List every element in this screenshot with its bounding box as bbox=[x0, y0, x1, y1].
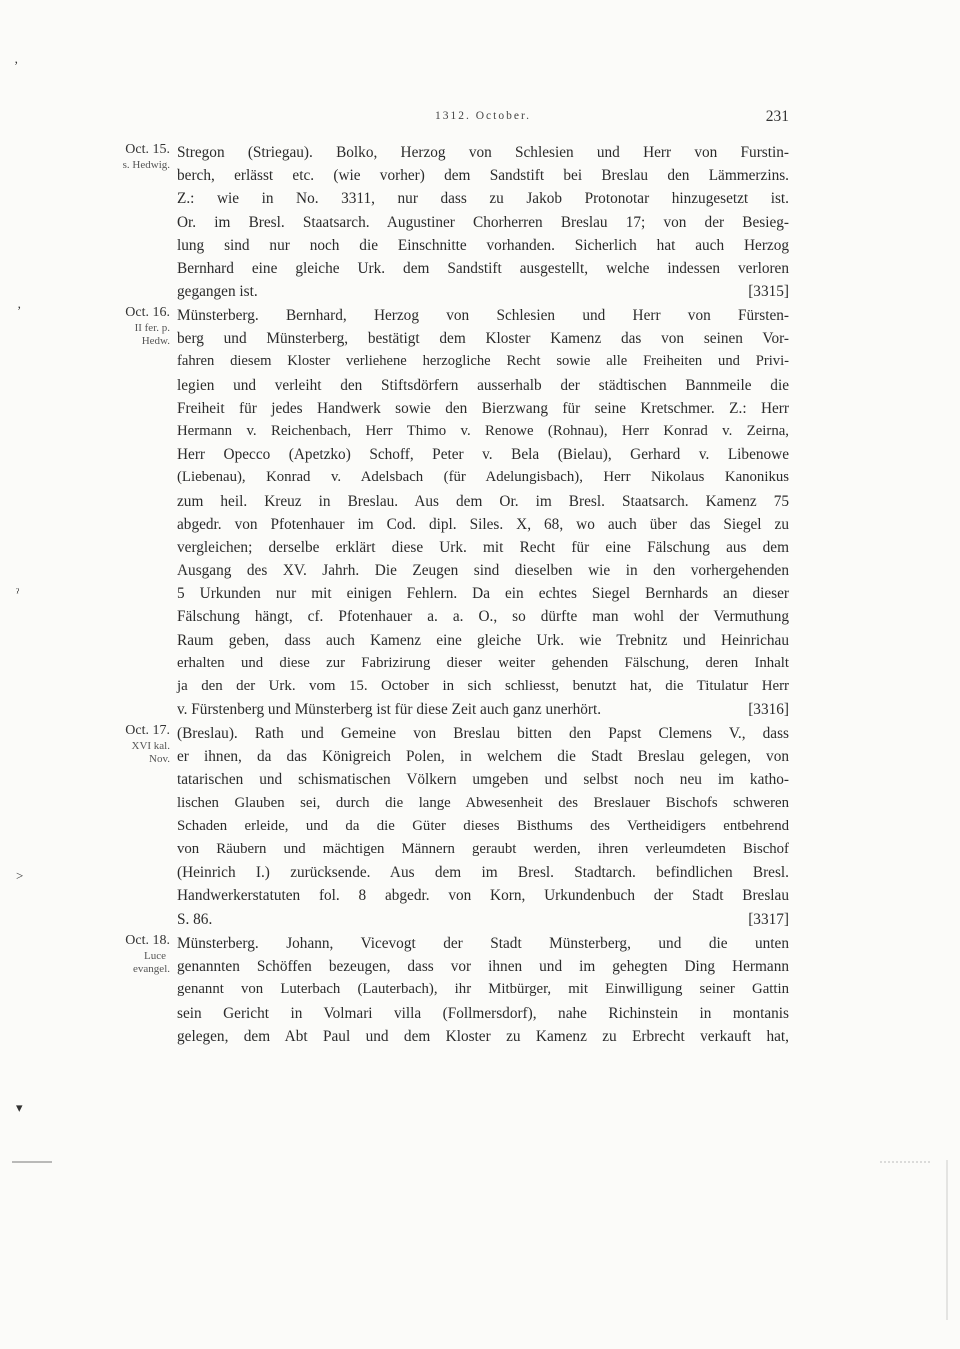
text-line: gelegen, dem Abt Paul und dem Kloster zu Kamenz zu Erbrecht verkauft hat, bbox=[177, 1027, 789, 1045]
document-number: [3316] bbox=[748, 701, 789, 719]
entry-feast: Luce bbox=[144, 950, 166, 962]
text-line: fahren diesem Kloster verliehene herzogliche Recht sowie alle Freiheiten und Privi- bbox=[177, 353, 789, 370]
text-line: Raum geben, dass auch Kamenz eine gleiche Urk. wie Trebnitz und Heinrichau bbox=[177, 631, 789, 649]
text-line: er ihnen, da das Königreich Polen, in welchem die Stadt Breslau gelegen, von bbox=[177, 748, 789, 766]
page-header bbox=[177, 108, 789, 132]
text-line: genannten Schöffen bezeugen, dass vor ihnen und im gehegten Ding Hermann bbox=[177, 958, 789, 976]
entry-feast: II fer. p. bbox=[134, 322, 170, 334]
text-line: Münsterberg. Johann, Vicevogt der Stadt Münsterberg, und die unten bbox=[177, 935, 789, 952]
entry-text bbox=[177, 932, 789, 1048]
entry-feast: evangel. bbox=[133, 963, 170, 975]
entry-feast: XVI kal. bbox=[131, 740, 170, 752]
text-line: erhalten und diese zur Fabrizirung dieser weiter gehenden Fälschung, deren Inhalt bbox=[177, 654, 789, 671]
text-line: genannt von Luterbach (Lauterbach), ihr Mitbürger, mit Einwilligung seiner Gattin bbox=[177, 981, 789, 998]
text-line: (Breslau). Rath und Gemeine von Breslau bitten den Papst Clemens V., dass bbox=[177, 725, 789, 742]
entry-date-block bbox=[110, 141, 170, 172]
text-line-content: S. 86. bbox=[177, 910, 213, 928]
text-line: Freiheit für jedes Handwerk sowie den Bierzwang für seine Kretschmer. Z.: Herr bbox=[177, 399, 789, 417]
margin-tick-mark: ▾ bbox=[16, 1100, 23, 1115]
text-line: tatarischen und schismatischen Völkern umgeben und selbst noch neu im katho- bbox=[177, 771, 789, 789]
entry-date: Oct. 16. bbox=[125, 305, 170, 320]
margin-tick-mark: ’ bbox=[17, 303, 22, 318]
document-number: [3317] bbox=[748, 910, 789, 928]
entry-date: Oct. 15. bbox=[125, 142, 170, 157]
entry-date-block bbox=[110, 932, 170, 976]
text-line-last bbox=[177, 280, 789, 303]
entry-feast: s. Hedwig. bbox=[122, 159, 170, 171]
entry-text bbox=[177, 304, 789, 721]
text-line-content: gegangen ist. bbox=[177, 283, 258, 301]
text-line: lischen Glauben sei, durch die lange Abwesenheit des Breslauer Bischofs schweren bbox=[177, 794, 789, 811]
text-line: Hermann v. Reichenbach, Herr Thimo v. Renowe (Rohnau), Herr Konrad v. Zeirna, bbox=[177, 422, 789, 439]
entry-date-block bbox=[110, 722, 170, 766]
text-line: von Räubern und mächtigen Männern geraubt werden, ihren verleumdeten Bischof bbox=[177, 840, 789, 857]
margin-tick-mark: > bbox=[16, 868, 24, 883]
text-line: Z.: wie in No. 3311, nur dass zu Jakob Protonotar hinzugesetzt ist. bbox=[177, 190, 789, 208]
margin-tick-mark: ˀ bbox=[16, 585, 20, 600]
text-line: Fälschung hängt, cf. Pfotenhauer a. a. O., so dürfte man wohl der Vermuthung bbox=[177, 608, 789, 626]
entry-feast: Nov. bbox=[149, 753, 170, 765]
text-line: sein Gericht in Volmari villa (Follmersdorf), nahe Richinstein in montanis bbox=[177, 1004, 789, 1022]
text-line: Ausgang des XV. Jahrh. Die Zeugen sind dieselben wie in den vorhergehenden bbox=[177, 562, 789, 580]
text-line-content: v. Fürstenberg und Münsterberg ist für diese Zeit auch ganz unerhört. bbox=[177, 701, 602, 719]
text-line: lung sind nur noch die Einschnitte vorhanden. Sicherlich hat auch Herzog bbox=[177, 236, 789, 254]
scan-edge-line bbox=[12, 1160, 52, 1164]
entry-date-block bbox=[110, 304, 170, 348]
text-line: abgedr. von Pfotenhauer im Cod. dipl. Siles. X, 68, wo auch über das Siegel zu bbox=[177, 515, 789, 533]
document-number: [3315] bbox=[748, 283, 789, 301]
running-head: 1312. October. bbox=[434, 110, 532, 122]
entry-date: Oct. 18. bbox=[125, 933, 170, 948]
page-number: 231 bbox=[765, 108, 789, 125]
scan-edge-line bbox=[945, 1160, 949, 1320]
margin-tick-mark: ’ bbox=[14, 58, 19, 73]
text-line: berch, erlässt etc. (wie vorher) dem Sandstift bei Breslau den Lämmerzins. bbox=[177, 167, 789, 185]
text-line: Handwerkerstatuten fol. 8 abgedr. von Korn, Urkundenbuch der Stadt Breslau bbox=[177, 887, 789, 905]
text-line: berg und Münsterberg, bestätigt dem Kloster Kamenz das von seinen Vor- bbox=[177, 330, 789, 348]
text-line-last bbox=[177, 908, 789, 931]
entry-text bbox=[177, 722, 789, 931]
text-line: Münsterberg. Bernhard, Herzog von Schlesien und Herr von Fürsten- bbox=[177, 307, 789, 324]
text-line: 5 Urkunden nur mit einigen Fehlern. Da ein echtes Siegel Bernhards an dieser bbox=[177, 585, 789, 603]
scan-edge-line bbox=[880, 1160, 930, 1164]
text-line: Herr Opecco (Apetzko) Schoff, Peter v. Bela (Bielau), Gerhard v. Libenowe bbox=[177, 446, 789, 464]
text-line: legien und verleiht den Stiftsdörfern ausserhalb der städtischen Bannmeile die bbox=[177, 376, 789, 394]
text-line: Bernhard eine gleiche Urk. dem Sandstift ausgestellt, welche indessen verloren bbox=[177, 259, 789, 277]
text-line: ja den der Urk. vom 15. October in sich schliesst, benutzt hat, die Titulatur Herr bbox=[177, 678, 789, 694]
text-line: zum heil. Kreuz in Breslau. Aus dem Or. im Bresl. Staatsarch. Kamenz 75 bbox=[177, 492, 789, 510]
entry-feast: Hedw. bbox=[141, 335, 170, 347]
text-line: (Liebenau), Konrad v. Adelsbach (für Adelungisbach), Herr Nikolaus Kanonikus bbox=[177, 469, 789, 486]
text-line: Or. im Bresl. Staatsarch. Augustiner Chorherren Breslau 17; von der Besieg- bbox=[177, 213, 789, 231]
text-line: Schaden erleide, und da die Güter dieses Bisthums des Vertheidigers entbehrend bbox=[177, 817, 789, 834]
entry-date: Oct. 17. bbox=[125, 723, 170, 738]
text-line: vergleichen; derselbe erklärt diese Urk. mit Recht für eine Fälschung aus dem bbox=[177, 538, 789, 556]
entry-text bbox=[177, 141, 789, 303]
text-line: (Heinrich I.) zurücksende. Aus dem im Bresl. Stadtarch. befindlichen Bresl. bbox=[177, 864, 789, 882]
text-line: Stregon (Striegau). Bolko, Herzog von Schlesien und Herr von Furstin- bbox=[177, 144, 789, 161]
text-line-last bbox=[177, 698, 789, 721]
